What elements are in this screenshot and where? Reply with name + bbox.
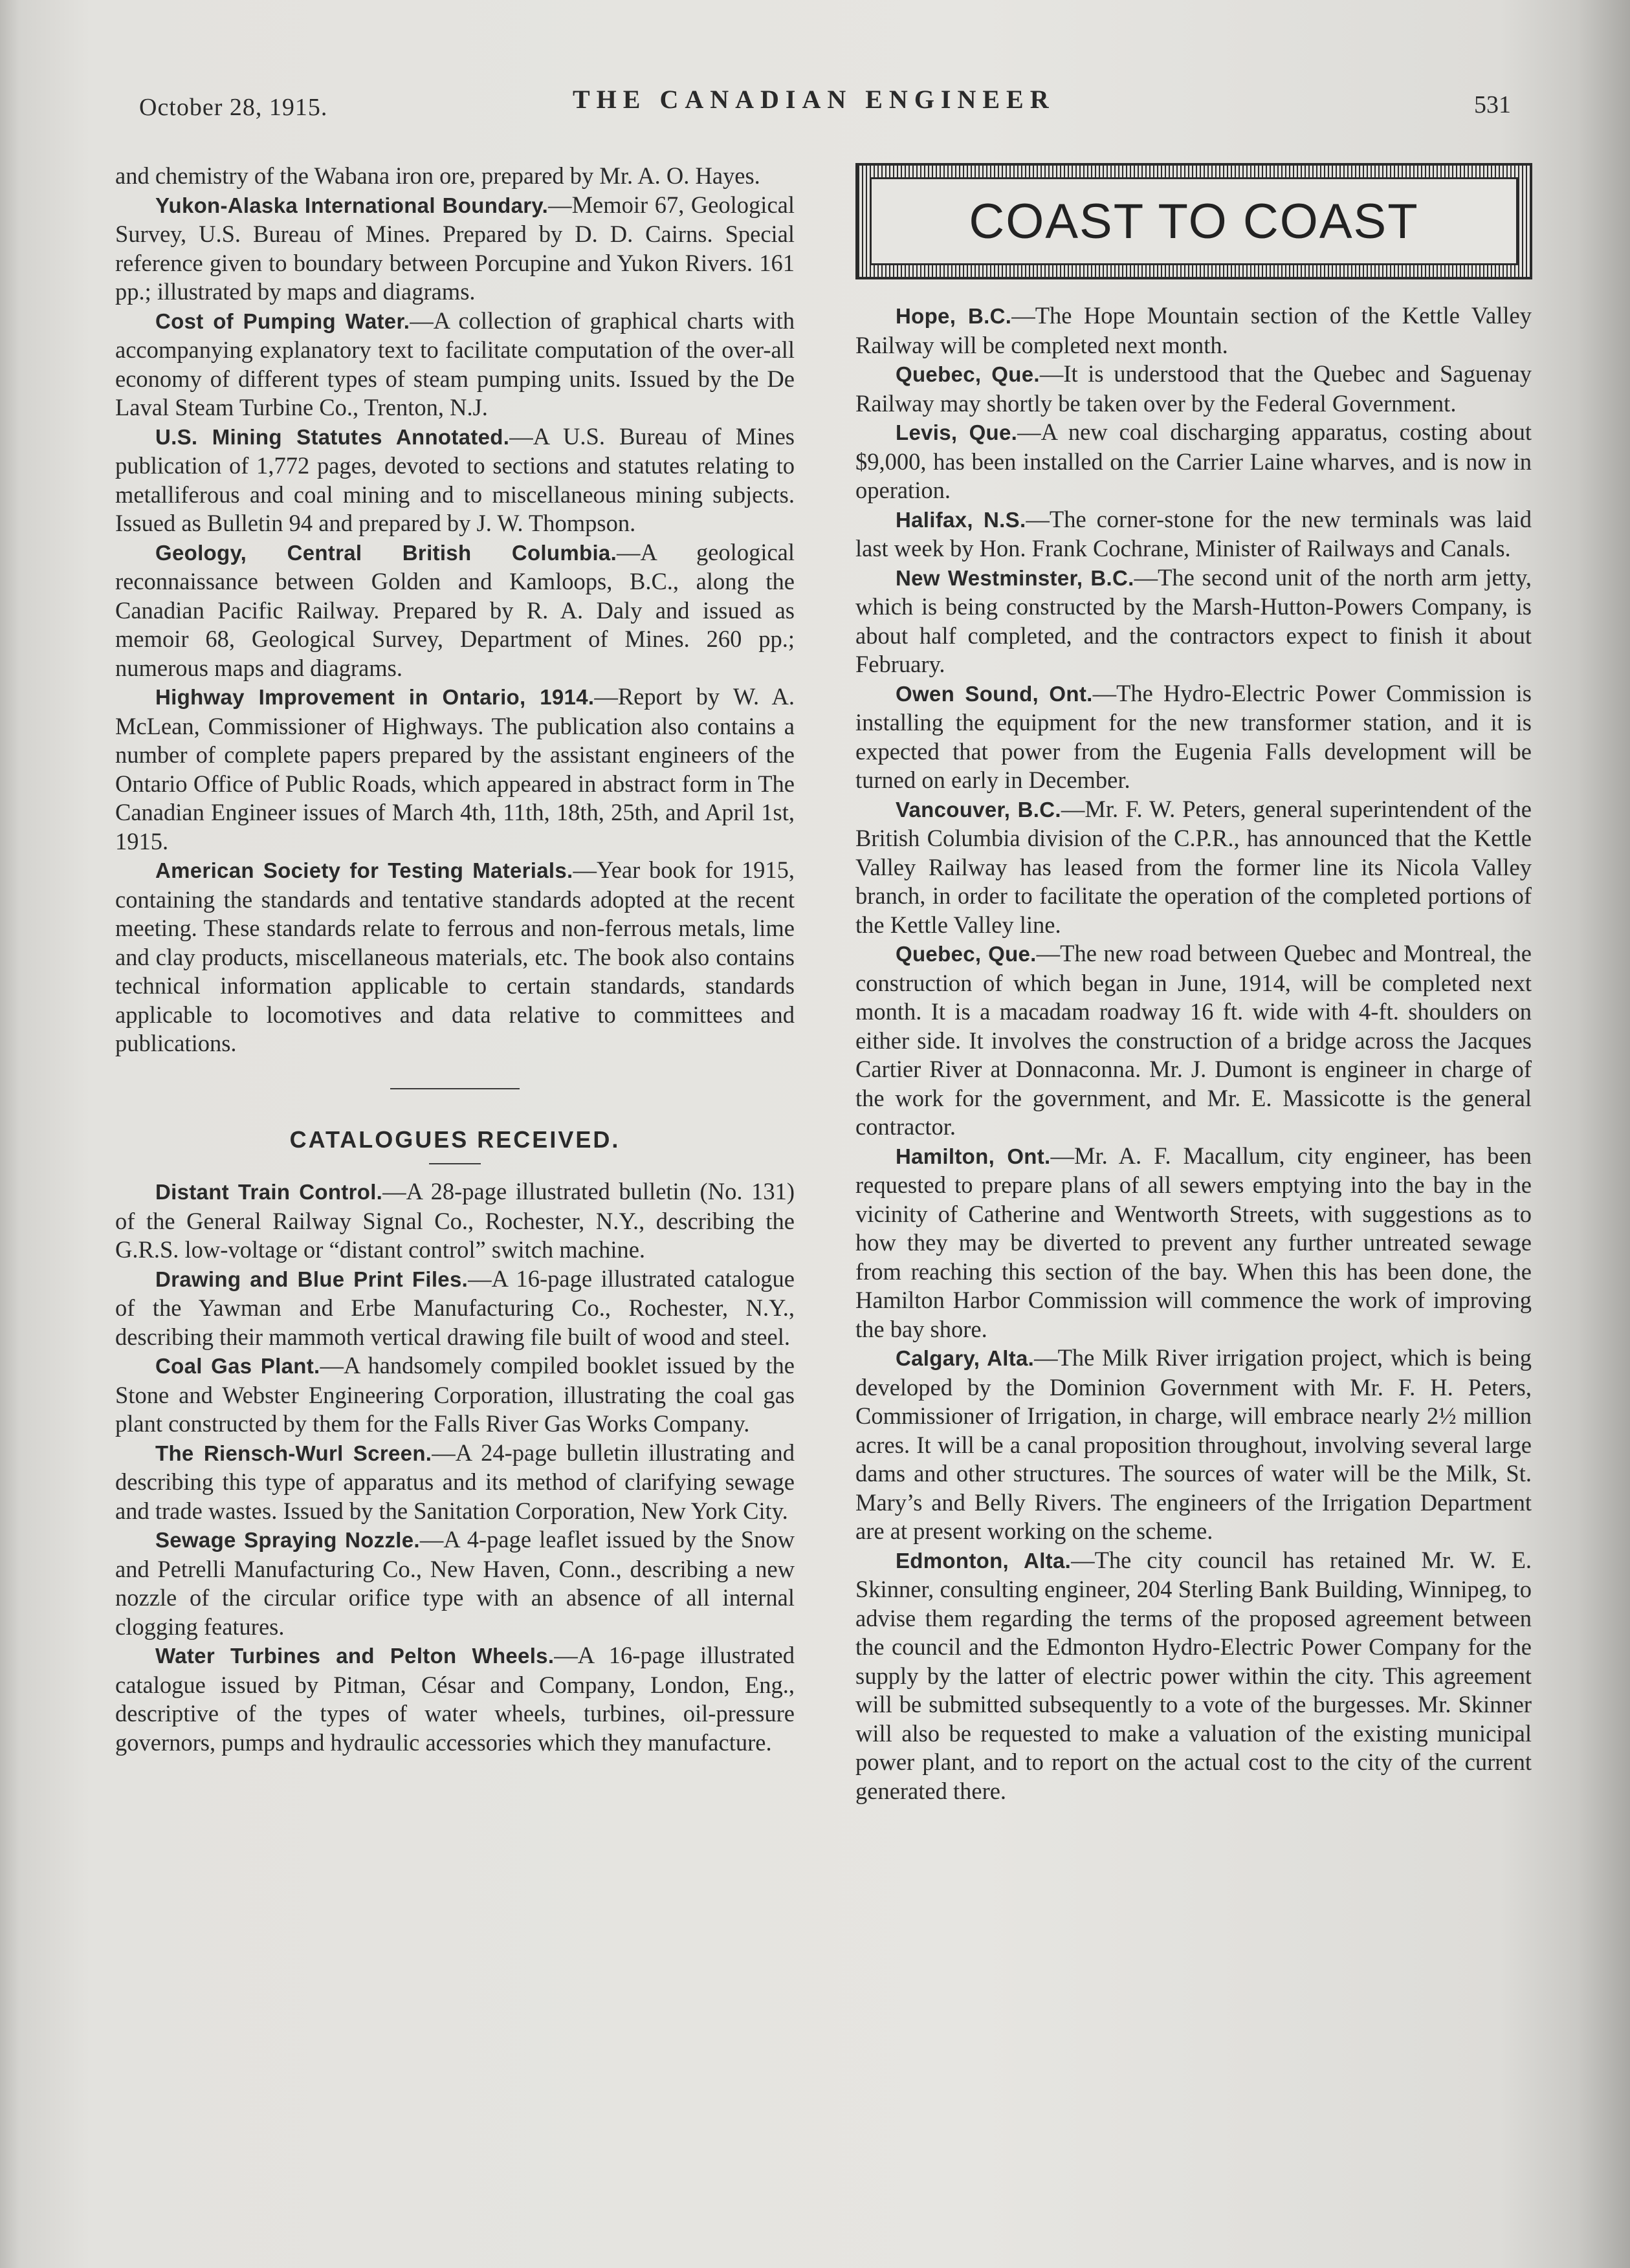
news-place: Hope, B.C. (896, 304, 1012, 328)
publication-entry (115, 422, 795, 538)
catalogue-text: —A 28-page illustrated bulletin (No. 131) of the General Railway Signal Co., Rochester, N.Y., describing the G.R.S. low-voltage or “distant control” switch machine. (115, 1178, 795, 1263)
entry-text: —A U.S. Bureau of Mines publication of 1,772 pages, devoted to sections and statutes relating to metalliferous and coal mining and to miscellaneous mining subjects. Issued as Bulletin 94 and prepared by J. W. Thompson. (115, 422, 795, 536)
news-text: —It is understood that the Quebec and Saguenay Railway may shortly be taken over by the Federal Government. (855, 360, 1532, 417)
entry-text: —Memoir 67, Geological Survey, U.S. Bureau of Mines. Prepared by D. D. Cairns. Special reference given to boundary between Porcupine and Yukon Rivers. 161 pp.; illustrated by maps and diagrams. (115, 191, 795, 305)
entry-title: Cost of Pumping Water. (155, 309, 410, 333)
entry-title: Geology, Central British Columbia. (155, 540, 617, 565)
running-header (139, 84, 1511, 136)
catalogue-title: Sewage Spraying Nozzle. (155, 1528, 420, 1552)
news-place: Halifax, N.S. (896, 507, 1026, 532)
right-column (855, 301, 1532, 1805)
entry-title: American Society for Testing Materials. (155, 858, 573, 882)
news-text: —The city council has retained Mr. W. E. Skinner, consulting engineer, 204 Sterling Bank Building, Winnipeg, to advise them regarding the terms of the proposed agreement between the council and the Edmonton Hydro-Electric Power Company for the supply by the latter of electric power within the city. This agreement will be submitted subsequently to a vote of the burgesses. Mr. Skinner will also be requested to make a valuation of the existing municipal power plant, and to report on the actual cost to the city of the current generated there. (855, 1546, 1532, 1804)
publication-entry (115, 856, 795, 1058)
entry-text: —A geological reconnaissance between Golden and Kamloops, B.C., along the Canadian Pacific Railway. Prepared by R. A. Daly and issued as memoir 68, Geological Survey, Department of Mines. 260 pp.; numerous maps and diagrams. (115, 538, 795, 681)
heading-rule (429, 1163, 481, 1164)
entry-text: —Report by W. A. McLean, Commissioner of Highways. The publication also contains a number of complete papers prepared by the assistant engineers of the Ontario Office of Public Roads, which appeared in abstract form in The Canadian Engineer issues of March 4th, 11th, 18th, 25th, and April 1st, 1915. (115, 683, 795, 855)
catalogue-text: —A 16-page illustrated catalogue issued by Pitman, César and Company, London, Eng., descriptive of the types of water wheels, turbines, oil-pressure governors, pumps and hydraulic accessories which they manufacture. (115, 1642, 795, 1756)
catalogue-entry (115, 1525, 795, 1641)
catalogue-entry (115, 1177, 795, 1265)
news-text: —The Hydro-Electric Power Commission is installing the equipment for the new transformer station, and it is expected that power from the Eugenia Falls development will be turned on early in December. (855, 679, 1532, 793)
news-text: —A new coal discharging apparatus, costing about $9,000, has been installed on the Carrier Laine wharves, and is now in operation. (855, 419, 1532, 503)
catalogue-text: —A 4-page leaflet issued by the Snow and Petrelli Manufacturing Co., New Haven, Conn., describing a new nozzle of the circular orifice type with an absence of all internal clogging features. (115, 1526, 795, 1640)
banner-panel (870, 177, 1518, 265)
banner-title: COAST TO COAST (969, 193, 1419, 249)
news-item (855, 301, 1532, 360)
news-item (855, 1546, 1532, 1806)
news-text: —The second unit of the north arm jetty, which is being constructed by the Marsh-Hutton-Powers Company, is about half completed, and the contractors expect to finish it about February. (855, 563, 1532, 677)
catalogue-title: Water Turbines and Pelton Wheels. (155, 1644, 555, 1668)
catalogue-text: —A 24-page bulletin illustrating and describing this type of apparatus and its method of clarifying sewage and trade wastes. Issued by the Sanitation Corporation, New York City. (115, 1439, 795, 1524)
news-item (855, 418, 1532, 505)
entry-title: Yukon-Alaska International Boundary. (155, 193, 549, 217)
news-place: Edmonton, Alta. (896, 1548, 1072, 1573)
news-place: New Westminster, B.C. (896, 565, 1134, 590)
catalogues-heading: CATALOGUES RECEIVED. (289, 1126, 621, 1153)
entry-text: —Year book for 1915, containing the standards and tentative standards adopted at the recent meeting. These standards relate to ferrous and non-ferrous metals, lime and clay products, miscellaneous materials, etc. The book also contains technical information applicable to certain standards, standards applicable to locomotives and data relative to committees and publications. (115, 856, 795, 1056)
news-place: Quebec, Que. (896, 942, 1037, 966)
catalogue-title: The Riensch-Wurl Screen. (155, 1441, 432, 1465)
entry-title: U.S. Mining Statutes Annotated. (155, 424, 510, 449)
news-text: —The new road between Quebec and Montreal, the construction of which began in June, 1914, will be completed next month. It is a macadam roadway 16 ft. wide with 4-ft. shoulders on either side. It involves the construction of a bridge across the Jacques Cartier River at Donnaconna. Mr. J. Dumont is engineer in charge of the work for the government, and Mr. E. Massicotte is the general contractor. (855, 940, 1532, 1140)
news-text: —The corner-stone for the new terminals was laid last week by Hon. Frank Cochrane, Minister of Railways and Canals. (855, 505, 1532, 562)
news-text: —Mr. F. W. Peters, general superintendent of the British Columbia division of the C.P.R., has announced that the Kettle Valley Railway has leased from the former line its Nicola Valley branch, in order to facilitate the operation of the completed portions of the Kettle Valley line. (855, 795, 1532, 938)
entry-title: Highway Improvement in Ontario, 1914. (155, 685, 595, 709)
news-place: Hamilton, Ont. (896, 1144, 1051, 1168)
catalogue-text: —A 16-page illustrated catalogue of the Yawman and Erbe Manufacturing Co., Rochester, N.Y., describing their mammoth vertical drawing file built of wood and steel. (115, 1265, 795, 1350)
publication-entry (115, 682, 795, 856)
news-place: Calgary, Alta. (896, 1346, 1035, 1370)
news-text: —Mr. A. F. Macallum, city engineer, has been requested to prepare plans of all sewers emptying into the bay in the vicinity of Catherine and Wentworth Streets, with suggestions as to how they may be diverted to prevent any further untreated sewage from reaching this section of the bay. When this has been done, the Hamilton Harbor Commission will commence the work of improving the bay shore. (855, 1142, 1532, 1342)
news-item (855, 939, 1532, 1142)
news-place: Owen Sound, Ont. (896, 681, 1093, 706)
catalogue-entry (115, 1265, 795, 1352)
left-column (115, 162, 795, 1757)
catalogue-title: Coal Gas Plant. (155, 1354, 320, 1378)
catalogue-title: Distant Train Control. (155, 1180, 383, 1204)
publication-entry (115, 538, 795, 683)
entry-text: —A collection of graphical charts with accompanying explanatory text to facilitate computation of the over-all economy of different types of steam pumping units. Issued by the De Laval Steam Turbine Co., Trenton, N.J. (115, 307, 795, 420)
journal-title: THE CANADIAN ENGINEER (573, 85, 1055, 114)
news-item (855, 1344, 1532, 1546)
page-binding-edge (1579, 0, 1630, 2268)
page-number: 531 (1474, 91, 1511, 118)
news-item (855, 563, 1532, 679)
intro-continuation: and chemistry of the Wabana iron ore, prepared by Mr. A. O. Hayes. (115, 162, 760, 189)
news-item (855, 505, 1532, 563)
news-place: Vancouver, B.C. (896, 797, 1061, 822)
coast-to-coast-banner (855, 163, 1532, 279)
news-item (855, 679, 1532, 795)
catalogue-entry (115, 1351, 795, 1439)
news-item (855, 795, 1532, 940)
news-item (855, 1142, 1532, 1344)
news-place: Quebec, Que. (896, 362, 1040, 386)
catalogue-title: Drawing and Blue Print Files. (155, 1267, 468, 1291)
issue-date: October 28, 1915. (139, 94, 328, 121)
news-text: —The Milk River irrigation project, which is being developed by the Dominion Government with Mr. F. H. Peters, Commissioner of Irrigation, in charge, will embrace nearly 2½ million acres. It will be a canal proposition throughout, involving several large dams and other structures. The sources of water will be the Milk, St. Mary’s and Belly Rivers. The engineers of the Irrigation Department are at present working on the scheme. (855, 1344, 1532, 1544)
catalogue-text: —A handsomely compiled booklet issued by the Stone and Webster Engineering Corporation, illustrating the coal gas plant constructed by them for the Falls River Gas Works Company. (115, 1352, 795, 1437)
publication-entry (115, 191, 795, 307)
news-item (855, 360, 1532, 418)
news-text: —The Hope Mountain section of the Kettle Valley Railway will be completed next month. (855, 302, 1532, 358)
publication-entry (115, 307, 795, 422)
section-divider (390, 1088, 520, 1089)
catalogue-entry (115, 1439, 795, 1526)
catalogue-entry (115, 1641, 795, 1757)
news-place: Levis, Que. (896, 420, 1018, 444)
